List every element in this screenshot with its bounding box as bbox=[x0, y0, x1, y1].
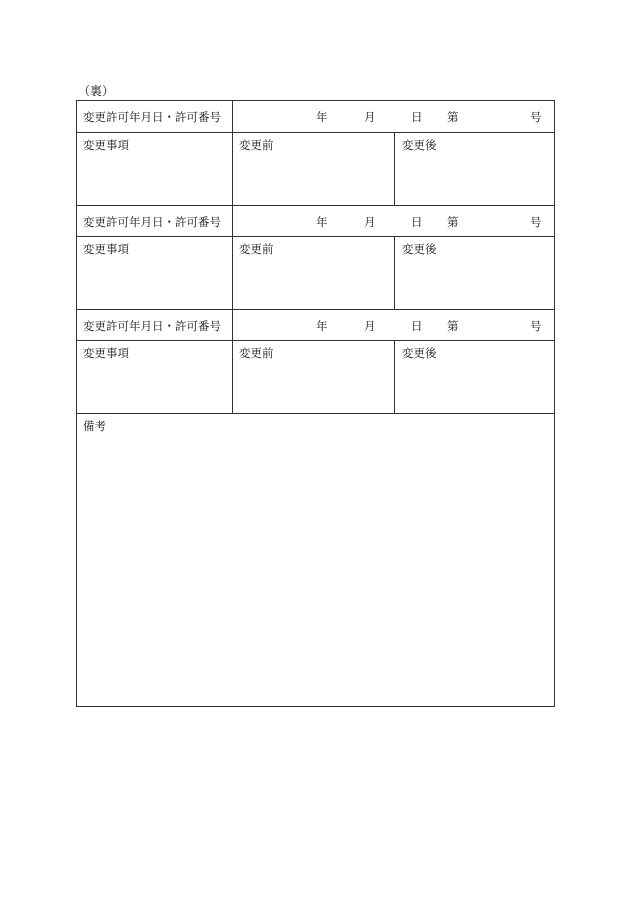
change-after-cell-1[interactable] bbox=[395, 133, 554, 205]
permit-label-cell-3 bbox=[77, 310, 233, 340]
change-details-row-3 bbox=[77, 341, 554, 414]
month-label: 月 bbox=[364, 215, 376, 229]
remarks-area[interactable] bbox=[77, 414, 554, 706]
permit-date-number-field-1[interactable] bbox=[233, 101, 554, 132]
year-label: 年 bbox=[316, 319, 328, 333]
number-suffix-label: 号 bbox=[530, 110, 542, 124]
number-prefix-label: 第 bbox=[447, 215, 459, 229]
change-after-label: 変更後 bbox=[402, 346, 437, 360]
year-label: 年 bbox=[316, 110, 328, 124]
remarks-label: 備考 bbox=[83, 419, 106, 433]
permit-label-cell-2 bbox=[77, 206, 233, 236]
change-item-cell-2[interactable] bbox=[77, 237, 233, 309]
change-before-label: 変更前 bbox=[239, 346, 274, 360]
change-permit-form bbox=[76, 100, 555, 707]
permit-date-number-label: 変更許可年月日・許可番号 bbox=[83, 215, 221, 229]
day-label: 日 bbox=[411, 319, 423, 333]
change-after-label: 変更後 bbox=[402, 138, 437, 152]
number-prefix-label: 第 bbox=[447, 319, 459, 333]
permit-date-number-field-2[interactable] bbox=[233, 206, 554, 236]
year-label: 年 bbox=[316, 215, 328, 229]
day-label: 日 bbox=[411, 110, 423, 124]
change-before-cell-1[interactable] bbox=[233, 133, 395, 205]
change-after-label: 変更後 bbox=[402, 242, 437, 256]
permit-date-number-row-2 bbox=[77, 206, 554, 237]
permit-date-number-label: 変更許可年月日・許可番号 bbox=[83, 319, 221, 333]
day-label: 日 bbox=[411, 215, 423, 229]
change-item-label: 変更事項 bbox=[83, 346, 129, 360]
number-prefix-label: 第 bbox=[447, 110, 459, 124]
month-label: 月 bbox=[364, 110, 376, 124]
change-details-row-2 bbox=[77, 237, 554, 310]
number-suffix-label: 号 bbox=[530, 215, 542, 229]
change-item-cell-1[interactable] bbox=[77, 133, 233, 205]
change-details-row-1 bbox=[77, 133, 554, 206]
permit-date-number-field-3[interactable] bbox=[233, 310, 554, 340]
change-before-label: 変更前 bbox=[239, 138, 274, 152]
permit-date-number-row-3 bbox=[77, 310, 554, 341]
change-item-label: 変更事項 bbox=[83, 138, 129, 152]
change-before-label: 変更前 bbox=[239, 242, 274, 256]
change-item-label: 変更事項 bbox=[83, 242, 129, 256]
back-side-label: （裏） bbox=[78, 84, 115, 98]
change-after-cell-2[interactable] bbox=[395, 237, 554, 309]
permit-date-number-row-1 bbox=[77, 101, 554, 133]
permit-date-number-label: 変更許可年月日・許可番号 bbox=[83, 110, 221, 124]
change-before-cell-2[interactable] bbox=[233, 237, 395, 309]
change-after-cell-3[interactable] bbox=[395, 341, 554, 413]
change-before-cell-3[interactable] bbox=[233, 341, 395, 413]
change-item-cell-3[interactable] bbox=[77, 341, 233, 413]
permit-label-cell-1 bbox=[77, 101, 233, 132]
number-suffix-label: 号 bbox=[530, 319, 542, 333]
month-label: 月 bbox=[364, 319, 376, 333]
